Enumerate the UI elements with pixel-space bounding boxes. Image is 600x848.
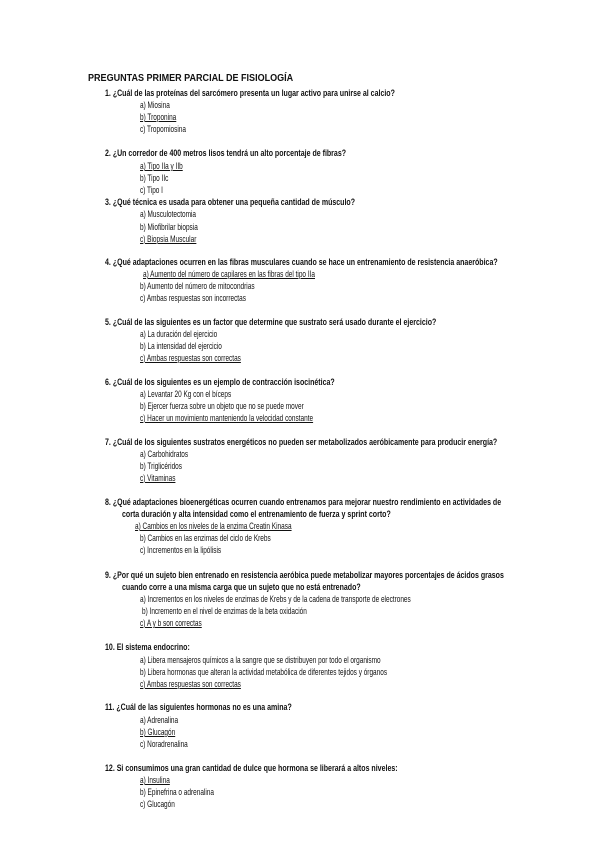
option-c: c) Biopsia Muscular (140, 234, 197, 245)
question-text: 10. El sistema endocrino: (105, 642, 190, 653)
question-text: 3. ¿Qué técnica es usada para obtener una pequeña cantidad de músculo? (105, 197, 356, 208)
question-text-continued: cuando corre a una misma carga que un sujeto que no está entrenado? (122, 582, 361, 593)
option-b: b) Triglicéridos (140, 461, 183, 472)
option-a: a) Cambios en los niveles de la enzima Creatin Kinasa (135, 521, 292, 532)
option-a: a) Miosina (140, 100, 170, 111)
option-c: c) Glucagón (140, 799, 175, 810)
option-a: a) Levantar 20 Kg con el bíceps (140, 389, 232, 400)
option-b: b) Miofibrilar biopsia (140, 222, 198, 233)
option-b: b) La intensidad del ejercicio (140, 341, 222, 352)
option-a: a) Adrenalina (140, 715, 179, 726)
question-text: 1. ¿Cuál de las proteínas del sarcómero presenta un lugar activo para unirse al calcio? (105, 88, 395, 99)
question-text: 7. ¿Cuál de los siguientes sustratos energéticos no pueden ser metabolizados aeróbicamente para producir energía? (105, 437, 498, 448)
option-b: b) Libera hormonas que alteran la actividad metabólica de diferentes tejidos y órganos (140, 667, 388, 678)
option-c: c) Incrementos en la lipólisis (140, 545, 222, 556)
option-a: a) Libera mensajeros químicos a la sangre que se distribuyen por todo el organismo (140, 655, 381, 666)
question-text: 12. Si consumimos una gran cantidad de dulce que hormona se liberará a altos niveles: (105, 763, 398, 774)
option-a: a) Carbohidratos (140, 449, 189, 460)
option-b: b) Ejercer fuerza sobre un objeto que no se puede mover (140, 401, 304, 412)
option-c: c) Hacer un movimiento manteniendo la velocidad constante (140, 413, 314, 424)
option-b: b) Aumento del número de mitocondrias (140, 281, 255, 292)
question-text: 11. ¿Cuál de las siguientes hormonas no es una amina? (105, 702, 292, 713)
option-c: c) Noradrenalina (140, 739, 188, 750)
option-c: c) Ambas respuestas son correctas (140, 679, 241, 690)
page-title: PREGUNTAS PRIMER PARCIAL DE FISIOLOGÍA (88, 72, 294, 84)
option-c: c) A y b son correctas (140, 618, 202, 629)
option-b: b) Troponina (140, 112, 177, 123)
question-text: 5. ¿Cuál de las siguientes es un factor que determine que sustrato será usado durante el ejercicio? (105, 317, 437, 328)
option-a: a) La duración del ejercicio (140, 329, 218, 340)
option-a: a) Incrementos en los niveles de enzimas de Krebs y de la cadena de transporte de electrones (140, 594, 411, 605)
option-c: c) Ambas respuestas son incorrectas (140, 293, 246, 304)
option-b: b) Tipo IIc (140, 173, 169, 184)
question-text: 8. ¿Qué adaptaciones bioenergéticas ocurren cuando entrenamos para mejorar nuestro rendimiento en actividades de (105, 497, 502, 508)
option-a: a) Insulina (140, 775, 170, 786)
option-c: c) Vitaminas (140, 473, 176, 484)
question-text: 6. ¿Cuál de los siguientes es un ejemplo de contracción isocinética? (105, 377, 335, 388)
question-text: 4. ¿Qué adaptaciones ocurren en las fibras musculares cuando se hace un entrenamiento de resistencia anaeróbica? (105, 257, 498, 268)
option-a: a) Tipo IIa y IIb (140, 161, 183, 172)
question-text: 2. ¿Un corredor de 400 metros lisos tendrá un alto porcentaje de fibras? (105, 148, 347, 159)
option-c: c) Tropomiosina (140, 124, 186, 135)
option-b: b) Epinefrina o adrenalina (140, 787, 214, 798)
question-text-continued: corta duración y alta intensidad como el entrenamiento de fuerza y sprint corto? (122, 509, 391, 520)
option-b: b) Glucagón (140, 727, 176, 738)
option-a: a) Musculotectomia (140, 209, 197, 220)
option-c: c) Ambas respuestas son correctas (140, 353, 241, 364)
question-text: 9. ¿Por qué un sujeto bien entrenado en resistencia aeróbica puede metabolizar mayores porcentajes de ácidos grasos (105, 570, 504, 581)
option-c: c) Tipo I (140, 185, 163, 196)
option-a: a) Aumento del número de capilares en las fibras del tipo IIa (143, 269, 316, 280)
option-b: b) Cambios en las enzimas del ciclo de Krebs (140, 533, 271, 544)
option-b: b) Incremento en el nivel de enzimas de la beta oxidación (142, 606, 307, 617)
